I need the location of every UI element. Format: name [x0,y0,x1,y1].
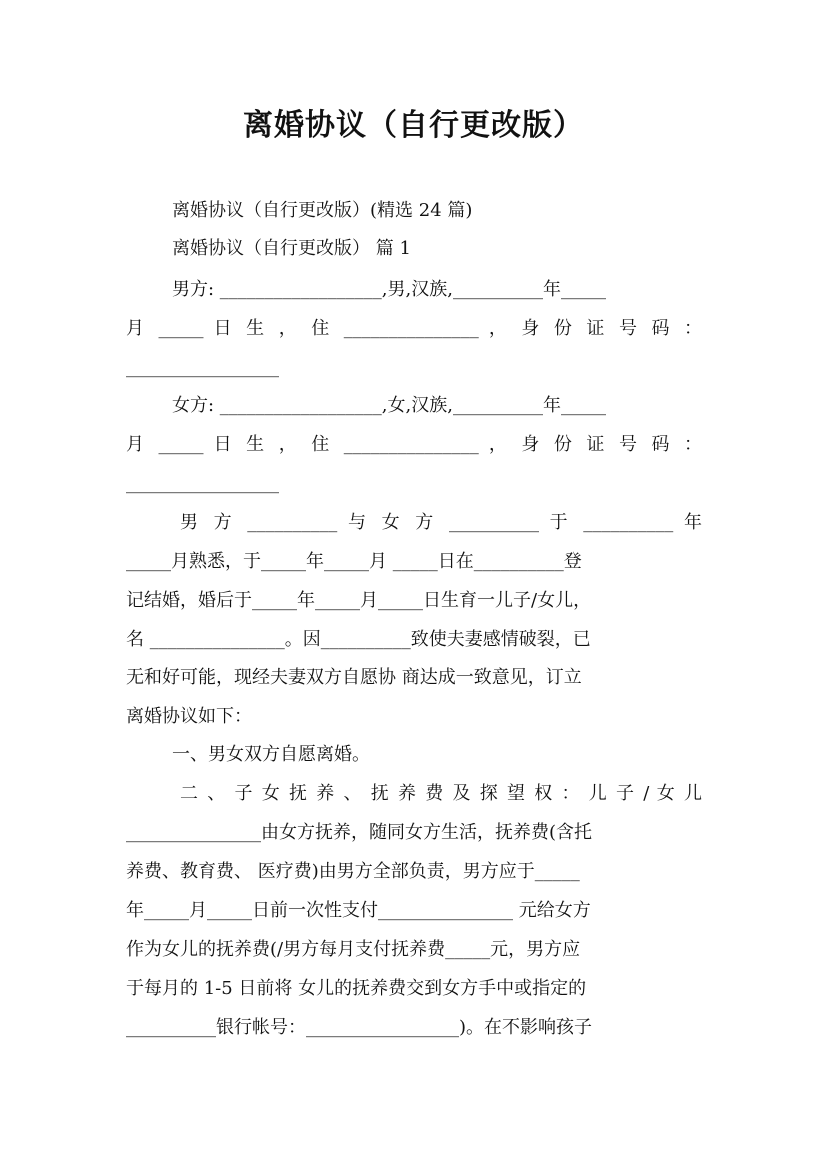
paragraph-line: 养费、教育费、 医疗费)由男方全部负责，男方应于_____ [126,861,580,882]
paragraph-line: 男 方 __________ 与 女 方 __________ 于 __________ 年 [180,512,702,533]
clause-1: 一、男女双方自愿离婚。 [172,744,370,765]
paragraph-line: _______________由女方抚养，随同女方生活，抚养费(含托 [126,822,593,843]
paragraph-line: 名 _______________。因__________致使夫妻感情破裂，已 [126,629,591,650]
paragraph-line: 年_____月_____日前一次性支付_______________ 元给女方 [126,900,591,921]
wife-line-2: 月 _____ 日 生 ， 住 _______________ ， 身 份 证 号 码 ： [126,434,702,455]
wife-line-3: _________________ [126,473,279,494]
husband-line-1: 男方: __________________,男,汉族,__________年_____ [172,279,606,300]
chapter-heading: 离婚协议（自行更改版） 篇 1 [172,238,411,259]
paragraph-line: _____月熟悉，于_____年_____月 _____日在__________登 [126,551,582,572]
paragraph-line: 离婚协议如下： [126,706,252,727]
paragraph-line: 无和好可能，现经夫妻双方自愿协 商达成一致意见，订立 [126,667,582,688]
husband-line-3: _________________ [126,357,279,378]
husband-line-2: 月 _____ 日 生 ， 住 _______________ ， 身 份 证 号 码 ： [126,318,702,339]
paragraph-line: 记结婚，婚后于_____年_____月_____日生育一儿子/女儿， [126,590,592,611]
paragraph-line: __________银行帐号：_________________)。在不影响孩子 [126,1017,593,1038]
subtitle-line: 离婚协议（自行更改版）(精选 24 篇) [172,200,473,221]
wife-line-1: 女方: __________________,女,汉族,__________年_____ [172,395,606,416]
paragraph-line: 作为女儿的抚养费(/男方每月支付抚养费_____元，男方应 [126,939,581,960]
document-title: 离婚协议（自行更改版） [243,108,584,143]
clause-2-heading: 二 、 子 女 抚 养 、 抚 养 费 及 探 望 权 ： 儿 子 / 女 儿 [180,783,702,804]
paragraph-line: 于每月的 1-5 日前将 女儿的抚养费交到女方手中或指定的 [126,978,587,999]
